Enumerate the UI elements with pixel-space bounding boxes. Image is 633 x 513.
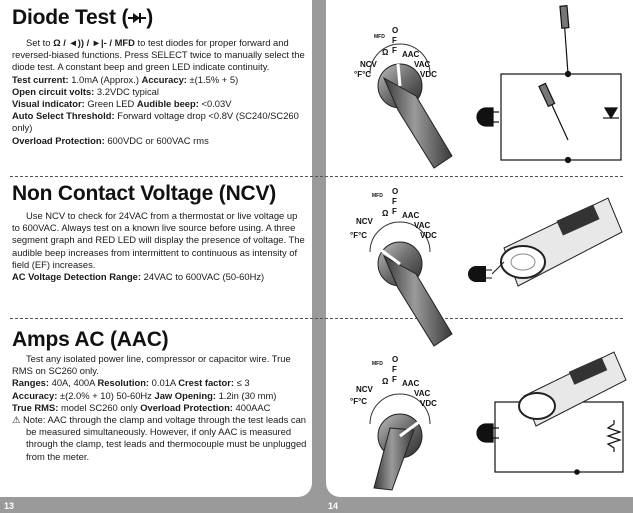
dial-labels-3: O F F MFD Ω AAC VAC VDC NCV °F°C — [350, 355, 437, 408]
dial-labels-2: O F F MFD Ω AAC VAC VDC NCV °F°C — [350, 187, 437, 240]
ncv-body: Use NCV to check for 24VAC from a thermostat or live voltage up to 600VAC. Always test on a known live source before using. A three segment graph and RED LED will display the presence of voltage. The audible beep increases from intermittent to continuous as intensity of field (EF) increases. AC Voltage Detection Range: 24VAC to 600VAC (50-60Hz) — [12, 210, 305, 283]
mode-icons: Ω / ◄)) / ►|- / MFD — [53, 37, 135, 48]
clamp-meter-ncv — [468, 198, 622, 286]
dial-labels-1: O F F MFD Ω AAC VAC VDC NCV °F°C — [354, 26, 437, 79]
right-page-number: 14 — [328, 501, 339, 511]
left-page-number: 13 — [4, 501, 15, 511]
diode-circuit — [477, 6, 621, 163]
amps-body: Test any isolated power line, compressor or capacitor wire. True RMS on SC260 only. Ranges: 40A, 400A Resolution: 0.01A Crest factor: ≤ 3 Accuracy: ±(2.0% + 10) 50-60Hz Jaw Opening: 1.2in (30 mm) True RMS: model SC260 only Overload Protection: 400AAC ⚠ Note: AAC through the clamp and voltage through the test leads can be measured simultaneously. However, if only AAC is measured through the clamp, test leads and thermocouple must be unplugged from the meter. — [12, 353, 307, 462]
clamp-meter-aac — [519, 352, 626, 426]
warning-icon: ⚠ — [12, 414, 21, 426]
diode-symbol-icon — [128, 12, 146, 24]
ncv-section-title: Non Contact Voltage (NCV) — [12, 182, 277, 205]
diode-section-title: Diode Test ( ) — [12, 6, 154, 29]
diode-body: Set to Ω / ◄)) / ►|- / MFD to test diodes for proper forward and reversed-biased functions. Press SELECT twice to manually select the diode test. A constant beep and green LED indicate continuity. Test current: 1.0mA (Approx.) Accuracy: ±(1.5% + 5) Open circuit volts: 3.2VDC typical Visual indicator: Green LED Audible beep: <0.03V Auto Select Threshold: Forward voltage drop <0.8V (SC240/SC260 only) Overload Protection: 600VDC or 600VAC rms — [12, 37, 305, 146]
amps-section-title: Amps AC (AAC) — [12, 328, 169, 351]
